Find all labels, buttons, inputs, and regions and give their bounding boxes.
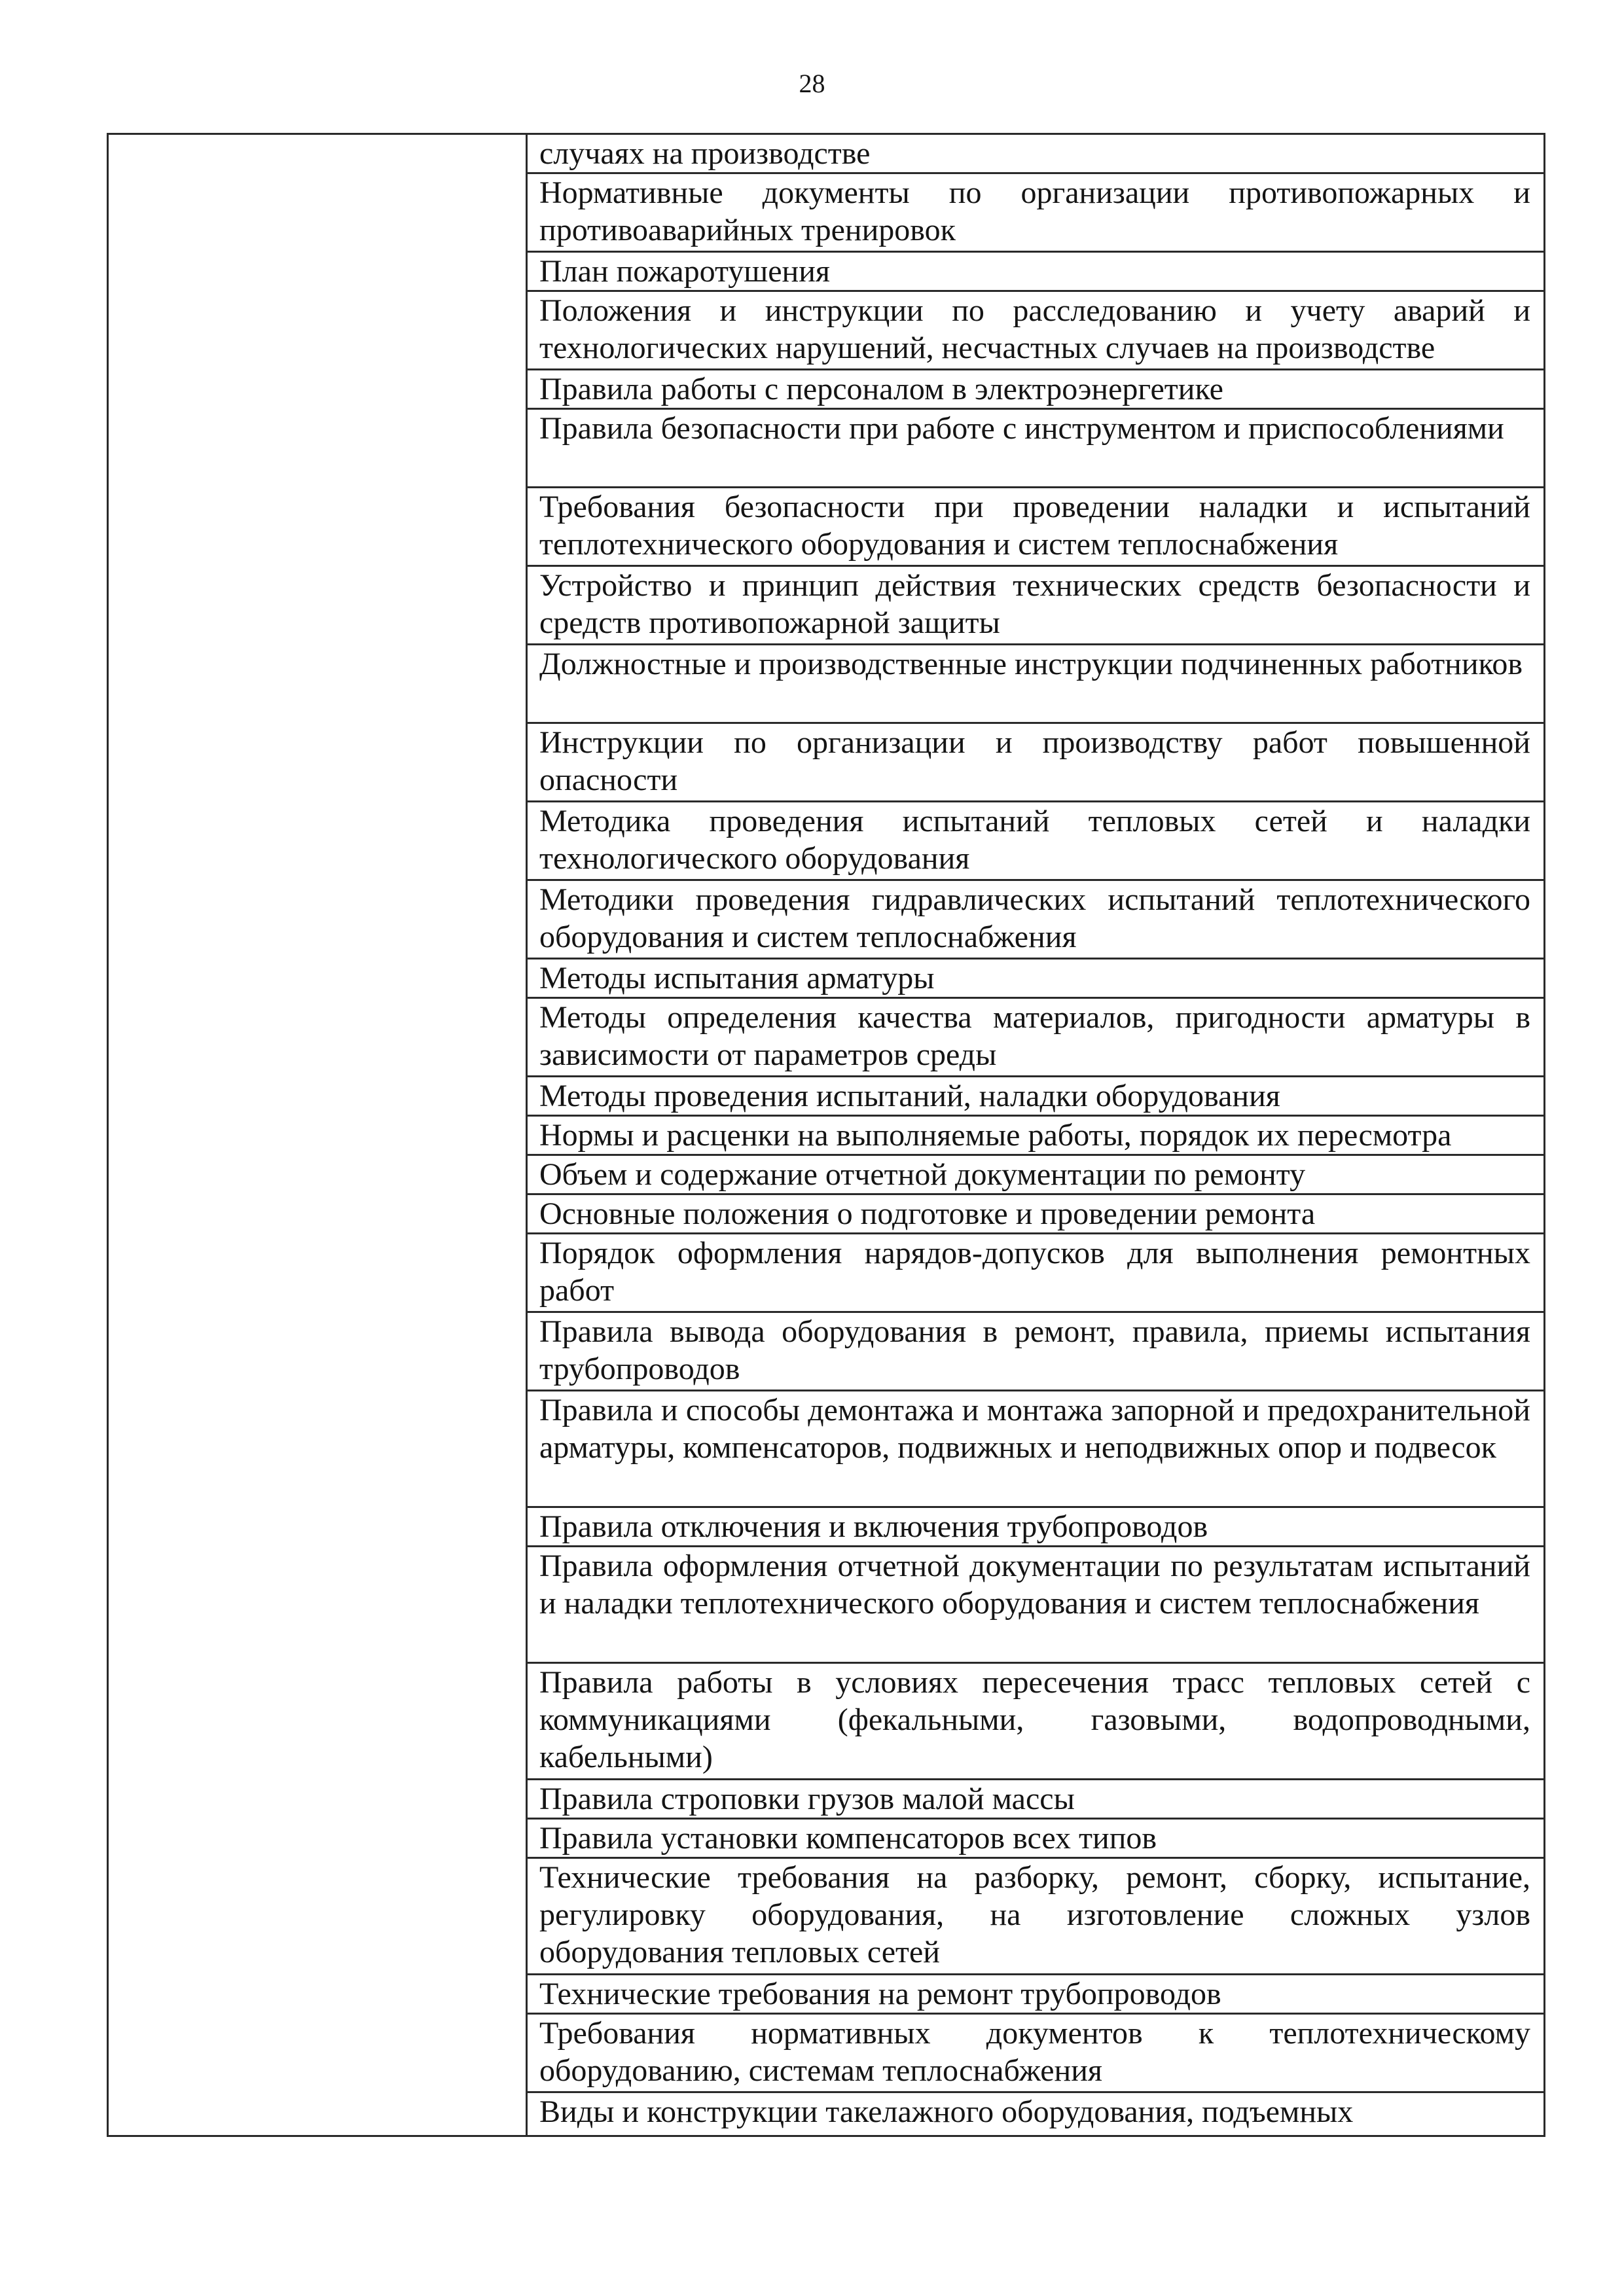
requirement-text: Инструкции по организации и производству работ повышенной опасности [539,725,1530,797]
requirement-text: Методы проведения испытаний, наладки оборудования [539,1079,1280,1113]
requirement-text: Методы испытания арматуры [539,961,935,996]
requirement-text: случаях на производстве [539,136,871,171]
requirement-cell [527,2014,1545,2092]
requirement-text: Виды и конструкции такелажного оборудования, подъемных [539,2094,1354,2129]
requirement-text: Должностные и производственные инструкции подчиненных работников [539,647,1523,681]
requirement-cell [527,645,1545,723]
requirement-text: План пожаротушения [539,254,830,289]
requirement-text: Требования нормативных документов к теплотехническому оборудованию, системам теплоснабжения [539,2016,1530,2088]
left-column-cell [108,134,527,2136]
requirement-cell [527,1155,1545,1194]
requirement-cell [527,409,1545,488]
requirement-cell [527,802,1545,880]
requirement-text: Технические требования на ремонт трубопроводов [539,1977,1221,2011]
requirement-cell [527,1507,1545,1547]
requirement-cell [527,1780,1545,1819]
requirement-text: Нормативные документы по организации противопожарных и противоаварийных тренировок [539,175,1530,247]
requirement-cell [527,1975,1545,2014]
requirement-cell [527,1312,1545,1391]
requirement-cell [527,1663,1545,1780]
requirement-text: Правила оформления отчетной документации по результатам испытаний и наладки теплотехнического оборудования и систем теплоснабжения [539,1549,1530,1621]
requirement-cell [527,566,1545,645]
requirement-text: Правила работы в условиях пересечения трасс тепловых сетей с коммуникациями (фекальными, газовыми, водопроводными, кабельными) [539,1665,1530,1774]
requirement-text: Правила работы с персоналом в электроэнергетике [539,372,1223,406]
requirement-cell [527,291,1545,370]
requirement-cell [527,1194,1545,1234]
requirement-text: Правила отключения и включения трубопроводов [539,1509,1208,1544]
requirement-text: Правила строповки грузов малой массы [539,1782,1075,1816]
requirement-cell [527,959,1545,998]
requirement-text: Правила безопасности при работе с инструментом и приспособлениями [539,411,1504,446]
requirement-cell [527,1819,1545,1858]
requirement-text: Правила вывода оборудования в ремонт, правила, приемы испытания трубопроводов [539,1314,1530,1386]
requirement-cell [527,2092,1545,2136]
requirement-text: Объем и содержание отчетной документации по ремонту [539,1157,1306,1192]
requirement-text: Положения и инструкции по расследованию и учету аварий и технологических нарушений, несчастных случаев на производстве [539,293,1530,365]
requirement-cell [527,1234,1545,1312]
requirements-table [107,133,1545,2137]
requirement-text: Технические требования на разборку, ремонт, сборку, испытание, регулировку оборудования, на изготовление сложных узлов оборудования тепловых сетей [539,1860,1530,1969]
requirement-text: Основные положения о подготовке и проведении ремонта [539,1196,1316,1231]
requirement-cell [527,723,1545,802]
requirement-cell [527,488,1545,566]
requirement-cell [527,1547,1545,1663]
requirement-cell [527,370,1545,409]
requirement-text: Нормы и расценки на выполняемые работы, порядок их пересмотра [539,1118,1452,1153]
requirement-text: Устройство и принцип действия технических средств безопасности и средств противопожарной защиты [539,568,1530,640]
requirements-table-body [108,134,1545,2136]
requirement-cell [527,252,1545,291]
requirement-cell [527,1858,1545,1975]
requirement-text: Порядок оформления нарядов-допусков для выполнения ремонтных работ [539,1236,1530,1308]
requirement-text: Требования безопасности при проведении наладки и испытаний теплотехнического оборудования и систем теплоснабжения [539,490,1530,562]
requirement-cell [527,1391,1545,1507]
requirement-text: Правила установки компенсаторов всех типов [539,1821,1157,1856]
requirement-cell [527,880,1545,959]
requirement-cell [527,173,1545,252]
requirement-text: Методы определения качества материалов, пригодности арматуры в зависимости от параметров среды [539,1000,1530,1072]
requirement-cell [527,134,1545,173]
requirement-text: Методики проведения гидравлических испытаний теплотехнического оборудования и систем теплоснабжения [539,882,1530,954]
table-row [108,134,1545,173]
page-number: 28 [799,69,825,98]
requirement-text: Правила и способы демонтажа и монтажа запорной и предохранительной арматуры, компенсаторов, подвижных и неподвижных опор и подвесок [539,1393,1530,1465]
requirement-cell [527,1077,1545,1116]
requirement-text: Методика проведения испытаний тепловых сетей и наладки технологического оборудования [539,804,1530,876]
requirement-cell [527,1116,1545,1155]
requirement-cell [527,998,1545,1077]
